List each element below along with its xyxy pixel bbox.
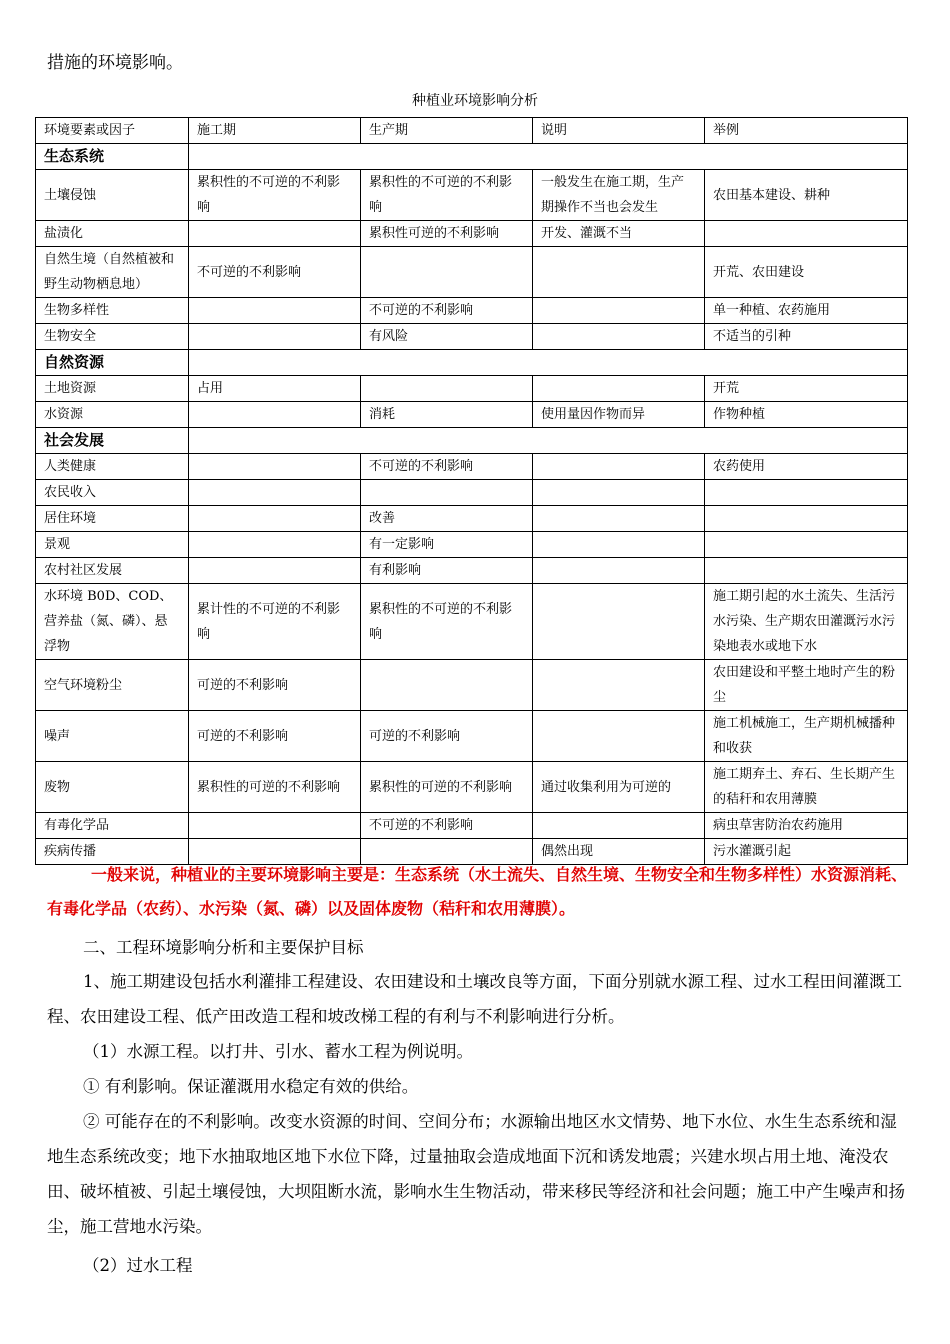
header-cell: 环境要素或因子 — [36, 118, 189, 144]
table-cell: 可逆的不利影响 — [361, 711, 533, 762]
table-row — [36, 506, 908, 532]
table-row — [36, 376, 908, 402]
table-cell — [533, 532, 705, 558]
body-paragraph: （2）过水工程 — [83, 1256, 193, 1275]
table-cell: 占用 — [189, 376, 361, 402]
table-cell — [533, 506, 705, 532]
table-cell — [189, 480, 361, 506]
section-heading: 二、工程环境影响分析和主要保护目标 — [83, 938, 364, 957]
table-cell — [189, 813, 361, 839]
table-cell: 不可逆的不利影响 — [361, 454, 533, 480]
table-cell — [705, 480, 908, 506]
factor-cell: 居住环境 — [36, 506, 189, 532]
table-cell: 通过收集利用为可逆的 — [533, 762, 705, 813]
header-cell: 施工期 — [189, 118, 361, 144]
table-cell: 有一定影响 — [361, 532, 533, 558]
section-row — [36, 428, 908, 454]
table-cell: 可逆的不利影响 — [189, 711, 361, 762]
table-cell: 一般发生在施工期，生产期操作不当也会发生 — [533, 170, 705, 221]
table-cell — [189, 532, 361, 558]
table-row — [36, 170, 908, 221]
table-cell: 偶然出现 — [533, 839, 705, 865]
impact-table — [35, 117, 908, 865]
table-cell — [533, 584, 705, 660]
section-row — [36, 350, 908, 376]
table-cell — [533, 298, 705, 324]
table-cell: 农田建设和平整土地时产生的粉尘 — [705, 660, 908, 711]
table-row — [36, 221, 908, 247]
factor-cell: 农村社区发展 — [36, 558, 189, 584]
table-cell — [189, 221, 361, 247]
factor-cell: 盐渍化 — [36, 221, 189, 247]
table-cell: 不可逆的不利影响 — [361, 813, 533, 839]
factor-cell: 土壤侵蚀 — [36, 170, 189, 221]
table-cell — [189, 298, 361, 324]
factor-cell: 生物安全 — [36, 324, 189, 350]
section-row — [36, 144, 908, 170]
table-header-row — [36, 118, 908, 144]
body-paragraph: ① 有利影响。保证灌溉用水稳定有效的供给。 — [83, 1077, 419, 1096]
table-cell: 施工期引起的水土流失、生活污水污染、生产期农田灌溉污水污染地表水或地下水 — [705, 584, 908, 660]
table-row — [36, 660, 908, 711]
table-row — [36, 711, 908, 762]
summary-text: 一般来说，种植业的主要环境影响主要是：生态系统（水土流失、自然生境、生物安全和生物多样性）水资源消耗、有毒化学品（农药）、水污染（氮、磷）以及固体废物（秸秆和农用薄膜）。 — [47, 865, 908, 918]
table-row — [36, 532, 908, 558]
factor-cell: 疾病传播 — [36, 839, 189, 865]
table-cell: 不可逆的不利影响 — [189, 247, 361, 298]
table-row — [36, 298, 908, 324]
table-cell — [533, 711, 705, 762]
table-cell — [533, 660, 705, 711]
table-cell: 累积性的不可逆的不利影响 — [361, 584, 533, 660]
table-cell: 不可逆的不利影响 — [361, 298, 533, 324]
table-cell: 施工机械施工，生产期机械播种和收获 — [705, 711, 908, 762]
table-cell: 累积性的不可逆的不利影响 — [189, 170, 361, 221]
table-cell — [533, 813, 705, 839]
table-cell: 有风险 — [361, 324, 533, 350]
section-spacer — [189, 144, 908, 170]
table-cell: 累积性的可逆的不利影响 — [361, 762, 533, 813]
table-row — [36, 247, 908, 298]
table-cell — [705, 506, 908, 532]
factor-cell: 土地资源 — [36, 376, 189, 402]
factor-cell: 人类健康 — [36, 454, 189, 480]
table-row — [36, 324, 908, 350]
table-cell: 开荒、农田建设 — [705, 247, 908, 298]
table-title: 种植业环境影响分析 — [412, 93, 538, 109]
table-cell — [361, 247, 533, 298]
table-cell — [361, 660, 533, 711]
table-row — [36, 454, 908, 480]
table-cell: 累积性可逆的不利影响 — [361, 221, 533, 247]
section-label: 社会发展 — [36, 428, 189, 454]
table-cell: 不适当的引种 — [705, 324, 908, 350]
section-label: 生态系统 — [36, 144, 189, 170]
factor-cell: 景观 — [36, 532, 189, 558]
factor-cell: 噪声 — [36, 711, 189, 762]
table-cell — [705, 532, 908, 558]
table-cell: 有利影响 — [361, 558, 533, 584]
table-cell — [533, 324, 705, 350]
table-cell: 开发、灌溉不当 — [533, 221, 705, 247]
table-cell — [533, 376, 705, 402]
header-cell: 举例 — [705, 118, 908, 144]
table-cell: 农药使用 — [705, 454, 908, 480]
table-cell: 污水灌溉引起 — [705, 839, 908, 865]
table-cell: 可逆的不利影响 — [189, 660, 361, 711]
table-cell: 病虫草害防治农药施用 — [705, 813, 908, 839]
table-cell — [533, 558, 705, 584]
table-cell — [361, 480, 533, 506]
table-row — [36, 762, 908, 813]
table-row — [36, 813, 908, 839]
table-cell — [189, 558, 361, 584]
factor-cell: 废物 — [36, 762, 189, 813]
section-spacer — [189, 428, 908, 454]
table-row — [36, 584, 908, 660]
factor-cell: 自然生境（自然植被和野生动物栖息地） — [36, 247, 189, 298]
table-cell: 开荒 — [705, 376, 908, 402]
table-cell — [533, 454, 705, 480]
table-cell: 消耗 — [361, 402, 533, 428]
table-row — [36, 402, 908, 428]
body-paragraph: ② 可能存在的不利影响。改变水资源的时间、空间分布；水源输出地区水文情势、地下水位、水生生态系统和湿地生态系统改变；地下水抽取地区地下水位下降，过量抽取会造成地面下沉和诱发地震；兴建水坝占用土地、淹没农田、破坏植被、引起土壤侵蚀，大坝阻断水流，影响水生生物活动，带来移民等经济和社会问题；施工中产生噪声和扬尘，施工营地水污染。 — [47, 1112, 905, 1236]
factor-cell: 有毒化学品 — [36, 813, 189, 839]
table-cell: 作物种植 — [705, 402, 908, 428]
factor-cell: 农民收入 — [36, 480, 189, 506]
table-cell: 累计性的不可逆的不利影响 — [189, 584, 361, 660]
table-cell — [189, 402, 361, 428]
table-cell — [533, 480, 705, 506]
lead-text: 措施的环境影响。 — [47, 53, 183, 73]
table-cell — [705, 558, 908, 584]
factor-cell: 水资源 — [36, 402, 189, 428]
table-cell — [189, 454, 361, 480]
section-label: 自然资源 — [36, 350, 189, 376]
table-row — [36, 480, 908, 506]
table-cell: 改善 — [361, 506, 533, 532]
table-cell: 使用量因作物而异 — [533, 402, 705, 428]
table-cell: 累积性的可逆的不利影响 — [189, 762, 361, 813]
section-spacer — [189, 350, 908, 376]
body-paragraph: （1）水源工程。以打井、引水、蓄水工程为例说明。 — [83, 1042, 473, 1061]
table-cell — [189, 324, 361, 350]
table-cell: 农田基本建设、耕种 — [705, 170, 908, 221]
table-cell — [189, 506, 361, 532]
table-row — [36, 558, 908, 584]
table-cell: 单一种植、农药施用 — [705, 298, 908, 324]
header-cell: 生产期 — [361, 118, 533, 144]
table-cell: 累积性的不可逆的不利影响 — [361, 170, 533, 221]
table-cell — [361, 376, 533, 402]
body-paragraph: 1、施工期建设包括水利灌排工程建设、农田建设和土壤改良等方面，下面分别就水源工程、过水工程田间灌溉工程、农田建设工程、低产田改造工程和坡改梯工程的有利与不利影响进行分析。 — [47, 972, 902, 1026]
factor-cell: 空气环境粉尘 — [36, 660, 189, 711]
table-cell — [533, 247, 705, 298]
table-cell — [705, 221, 908, 247]
factor-cell: 水环境 B0D、COD、营养盐（氮、磷）、悬浮物 — [36, 584, 189, 660]
header-cell: 说明 — [533, 118, 705, 144]
factor-cell: 生物多样性 — [36, 298, 189, 324]
table-cell: 施工期弃土、弃石、生长期产生的秸秆和农用薄膜 — [705, 762, 908, 813]
